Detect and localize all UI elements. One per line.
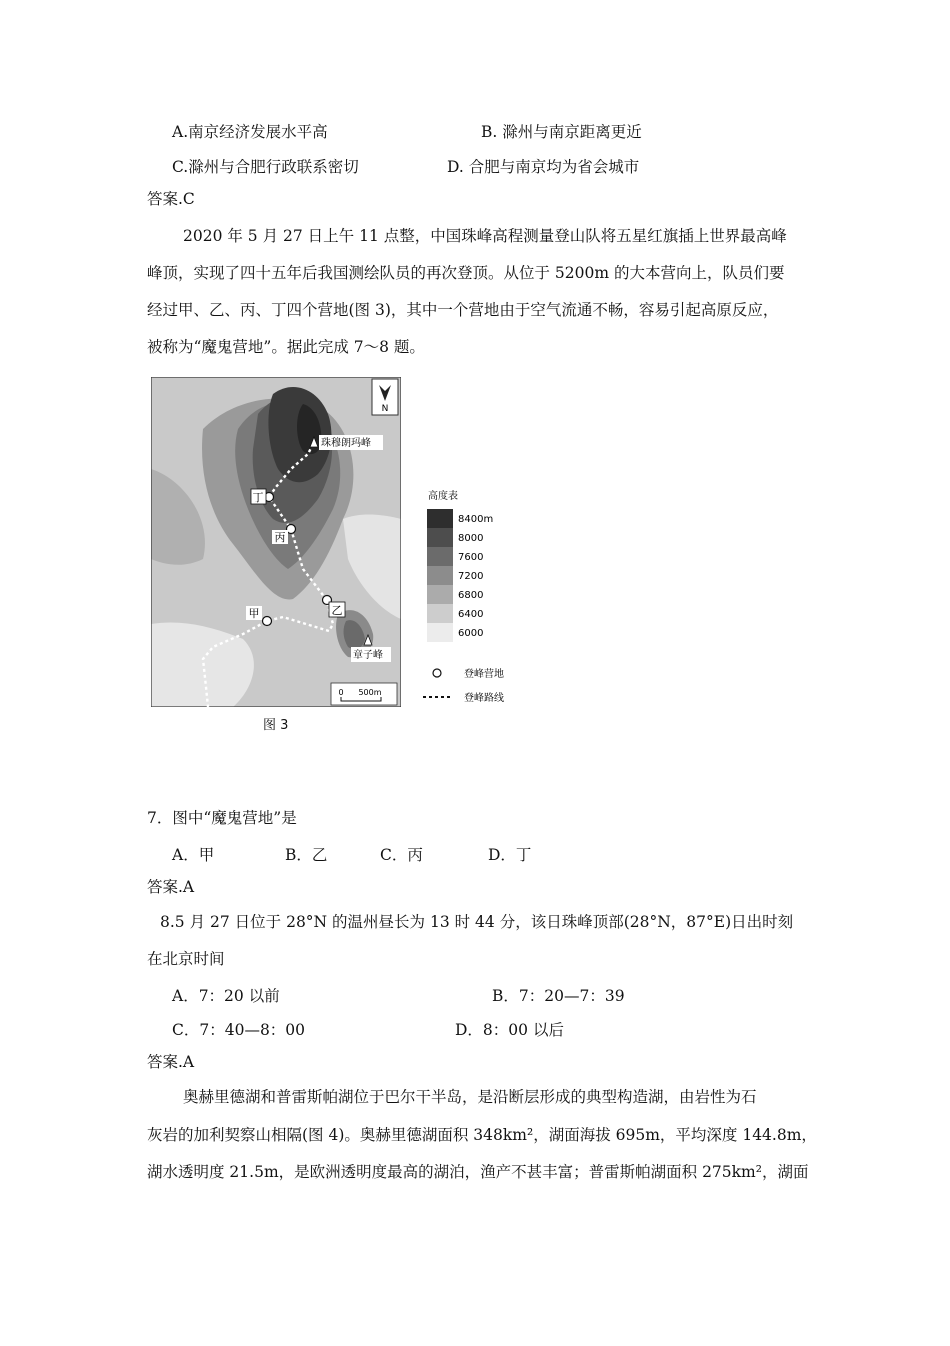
legend-band [427, 528, 453, 547]
camp-ding-label: 丁 [252, 491, 264, 504]
legend-camp-label: 登峰营地 [464, 669, 504, 680]
scale-value-label: 500m [358, 688, 382, 697]
q8-stem-line-1: 8.5 月 27 日位于 28°N 的温州昼长为 13 时 44 分，该日珠峰顶部(28°N，87°E)日出时刻 [160, 913, 794, 931]
camp-bing-label: 丙 [274, 531, 286, 544]
scale-zero-label: 0 [338, 688, 344, 697]
north-label: N [381, 404, 389, 414]
legend-level-label: 8000 [458, 533, 484, 544]
camp-jia-marker [263, 617, 272, 626]
passage1-line-2: 峰顶，实现了四十五年后我国测绘队员的再次登顶。从位于 5200m 的大本营向上，队员们要 [147, 264, 785, 282]
passage2-line-2: 灰岩的加利契察山相隔(图 4)。奥赫里德湖面积 348km²，湖面海拔 695m，平均深度 144.8m， [147, 1126, 817, 1144]
q6-option-d: D. 合肥与南京均为省会城市 [447, 158, 640, 176]
legend-title: 高度表 [428, 491, 458, 502]
q7-stem: 7．图中“魔鬼营地”是 [147, 809, 297, 827]
passage1-line-4: 被称为“魔鬼营地”。据此完成 7～8 题。 [147, 338, 425, 356]
camp-jia-label: 甲 [248, 607, 260, 620]
peak-secondary-label: 章子峰 [353, 650, 383, 661]
q7-option-c: C．丙 [380, 846, 423, 864]
legend-color-bands [427, 509, 453, 642]
legend-camp-symbol [433, 669, 441, 677]
legend-band [427, 585, 453, 604]
passage2-line-1: 奥赫里德湖和普雷斯帕湖位于巴尔干半岛，是沿断层形成的典型构造湖，由岩性为石 [183, 1088, 757, 1106]
legend-band [427, 623, 453, 642]
q7-answer: 答案.A [147, 878, 195, 896]
legend-band [427, 566, 453, 585]
q6-answer: 答案.C [147, 190, 195, 208]
q8-option-d: D．8：00 以后 [455, 1021, 564, 1039]
legend-level-label: 6400 [458, 609, 484, 620]
q8-stem-line-2: 在北京时间 [147, 950, 225, 968]
q8-answer: 答案.A [147, 1053, 195, 1071]
q8-option-a: A．7：20 以前 [172, 987, 280, 1005]
q7-option-d: D．丁 [488, 846, 532, 864]
camp-yi-label: 乙 [331, 604, 343, 617]
legend-route-label: 登峰路线 [464, 693, 504, 704]
legend-band [427, 547, 453, 566]
legend-band [427, 509, 453, 528]
q6-option-a: A.南京经济发展水平高 [172, 123, 328, 141]
q8-option-c: C．7：40—8：00 [172, 1021, 306, 1039]
passage1-line-1: 2020 年 5 月 27 日上午 11 点整，中国珠峰高程测量登山队将五星红旗插上世界最高峰 [183, 227, 787, 245]
q7-option-a: A．甲 [172, 846, 215, 864]
legend-level-label: 8400m [458, 514, 494, 525]
q8-option-b: B．7：20—7：39 [492, 987, 625, 1005]
passage2-line-3: 湖水透明度 21.5m，是欧洲透明度最高的湖泊，渔产不甚丰富；普雷斯帕湖面积 275km²，湖面 [147, 1163, 809, 1181]
legend-level-label: 6000 [458, 628, 484, 639]
passage1-line-3: 经过甲、乙、丙、丁四个营地(图 3)，其中一个营地由于空气流通不畅，容易引起高原反应， [147, 301, 779, 319]
figure-3-topographic-map [143, 369, 523, 737]
legend-band [427, 604, 453, 623]
legend-level-label: 7200 [458, 571, 484, 582]
q6-option-b: B. 滁州与南京距离更近 [481, 123, 642, 141]
figure-caption: 图 3 [263, 718, 289, 733]
peak-main-label: 珠穆朗玛峰 [321, 438, 371, 449]
legend-level-label: 7600 [458, 552, 484, 563]
legend-level-label: 6800 [458, 590, 484, 601]
q7-option-b: B．乙 [285, 846, 328, 864]
q6-option-c: C.滁州与合肥行政联系密切 [172, 158, 359, 176]
